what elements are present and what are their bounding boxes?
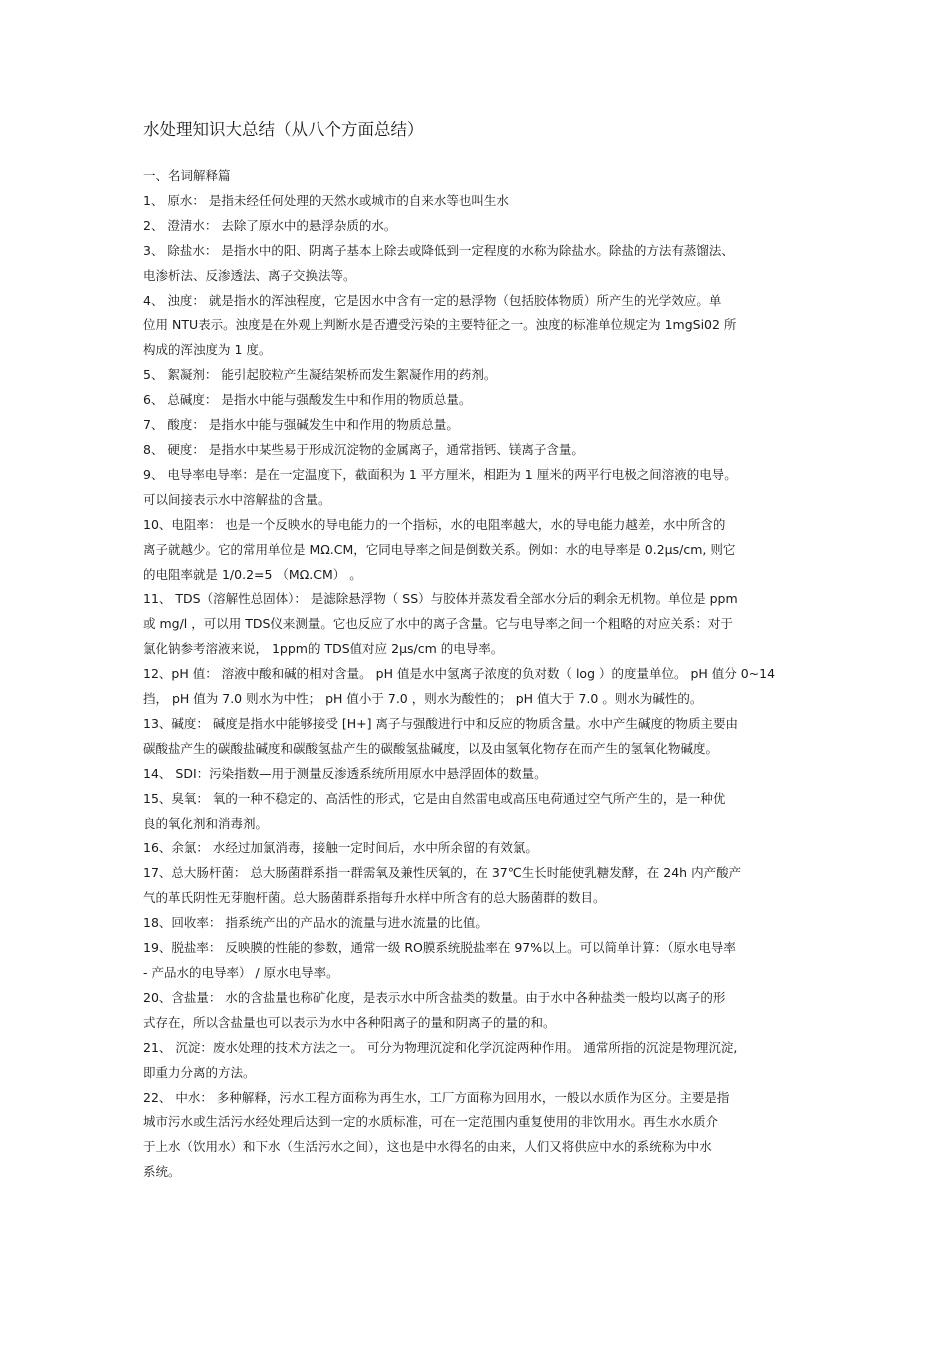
- text-line: 2、 澄清水： 去除了原水中的悬浮杂质的水。: [143, 217, 397, 233]
- text-line: 的电阻率就是 1/0.2=5 （MΩ.CM） 。: [143, 566, 362, 582]
- text-line: 气的革氏阴性无芽胞杆菌。总大肠菌群系指每升水样中所含有的总大肠菌群的数目。: [143, 890, 606, 906]
- text-line: 离子就越少。它的常用单位是 MΩ.CM，它同电导率之间是倒数关系。例如：水的电导率是 0.2μs/cm, 则它: [143, 541, 736, 557]
- text-line: 可以间接表示水中溶解盐的含量。: [143, 491, 331, 507]
- text-line: 19、脱盐率： 反映膜的性能的参数，通常一级 RO膜系统脱盐率在 97%以上。可以简单计算：（原水电导率: [143, 940, 736, 956]
- text-line: 挡， pH 值为 7.0 则水为中性； pH 值小于 7.0 ，则水为酸性的； pH 值大于 7.0 。则水为碱性的。: [143, 691, 703, 707]
- text-line: 17、总大肠杆菌： 总大肠菌群系指一群需氧及兼性厌氧的，在 37℃生长时能使乳糖发酵，在 24h 内产酸产: [143, 865, 742, 881]
- text-line: 氯化钠参考溶液来说， 1ppm的 TDS值对应 2μs/cm 的电导率。: [143, 641, 504, 657]
- body-text: [143, 189, 823, 1185]
- text-line: 14、 SDI：污染指数—用于测量反渗透系统所用原水中悬浮固体的数量。: [143, 765, 547, 781]
- text-line: 12、pH 值： 溶液中酸和碱的相对含量。 pH 值是水中氢离子浓度的负对数（ log ）的度量单位。 pH 值分 0~14: [143, 666, 776, 682]
- text-line: 20、含盐量： 水的含盐量也称矿化度，是表示水中所含盐类的数量。由于水中各种盐类一般均以离子的形: [143, 989, 726, 1005]
- text-line: 1、 原水： 是指未经任何处理的天然水或城市的自来水等也叫生水: [143, 192, 509, 208]
- text-line: 8、 硬度： 是指水中某些易于形成沉淀物的金属离子，通常指钙、镁离子含量。: [143, 441, 584, 457]
- text-line: 式存在，所以含盐量也可以表示为水中各种阳离子的量和阴离子的量的和。: [143, 1014, 556, 1030]
- text-line: 良的氧化剂和消毒剂。: [143, 815, 269, 831]
- text-line: 10、电阻率： 也是一个反映水的导电能力的一个指标，水的电阻率越大，水的导电能力越差，水中所含的: [143, 516, 726, 532]
- text-line: 16、余氯： 水经过加氯消毒，接触一定时间后，水中所余留的有效氯。: [143, 840, 538, 856]
- text-line: 碳酸盐产生的碳酸盐碱度和碳酸氢盐产生的碳酸氢盐碱度，以及由氢氧化物存在而产生的氢氧化物碱度。: [143, 740, 719, 756]
- text-line: 11、 TDS（溶解性总固体）： 是滤除悬浮物（ SS）与胶体并蒸发看全部水分后的剩余无机物。单位是 ppm: [143, 591, 738, 607]
- text-line: 5、 絮凝剂： 能引起胶粒产生凝结架桥而发生絮凝作用的药剂。: [143, 367, 497, 383]
- text-line: 3、 除盐水： 是指水中的阳、阴离子基本上除去或降低到一定程度的水称为除盐水。除盐的方法有蒸馏法、: [143, 242, 734, 258]
- text-line: 4、 浊度： 就是指水的浑浊程度，它是因水中含有一定的悬浮物（包括胶体物质）所产生的光学效应。单: [143, 292, 722, 308]
- text-line: 构成的浑浊度为 1 度。: [143, 342, 272, 358]
- text-line: 即重力分离的方法。: [143, 1064, 256, 1080]
- text-line: 15、臭氧： 氧的一种不稳定的、高活性的形式，它是由自然雷电或高压电荷通过空气所产生的，是一种优: [143, 790, 726, 806]
- text-line: 22、 中水： 多种解释，污水工程方面称为再生水，工厂方面称为回用水，一般以水质作为区分。主要是指: [143, 1089, 730, 1105]
- text-line: 城市污水或生活污水经处理后达到一定的水质标准，可在一定范围内重复使用的非饮用水。再生水水质介: [143, 1114, 719, 1130]
- text-line: 9、 电导率电导率：是在一定温度下，截面积为 1 平方厘米，相距为 1 厘米的两平行电极之间溶液的电导。: [143, 466, 737, 482]
- document-title: 水处理知识大总结（从八个方面总结）: [143, 120, 424, 139]
- text-line: 系统。: [143, 1164, 181, 1180]
- text-line: 位用 NTU表示。浊度是在外观上判断水是否遭受污染的主要特征之一。浊度的标准单位规定为 1mgSi02 所: [143, 317, 737, 333]
- text-line: 电渗析法、反渗透法、离子交换法等。: [143, 267, 356, 283]
- text-line: 7、 酸度： 是指水中能与强碱发生中和作用的物质总量。: [143, 417, 459, 433]
- text-line: 6、 总碱度： 是指水中能与强酸发生中和作用的物质总量。: [143, 392, 472, 408]
- text-line: - 产品水的电导率） / 原水电导率。: [143, 965, 339, 980]
- text-line: 21、 沉淀：废水处理的技术方法之一。 可分为物理沉淀和化学沉淀两种作用。 通常所指的沉淀是物理沉淀,: [143, 1039, 738, 1055]
- section-heading: 一、名词解释篇: [143, 168, 231, 183]
- text-line: 或 mg/l ，可以用 TDS仪来测量。它也反应了水中的离子含量。它与电导率之间一个粗略的对应关系：对于: [143, 616, 733, 632]
- text-line: 于上水（饮用水）和下水（生活污水之间），这也是中水得名的由来，人们又将供应中水的系统称为中水: [143, 1139, 712, 1155]
- document-page: [143, 118, 823, 1185]
- text-line: 18、回收率： 指系统产出的产品水的流量与进水流量的比值。: [143, 915, 488, 931]
- text-line: 13、碱度： 碱度是指水中能够接受 [H+] 离子与强酸进行中和反应的物质含量。水中产生碱度的物质主要由: [143, 715, 738, 731]
